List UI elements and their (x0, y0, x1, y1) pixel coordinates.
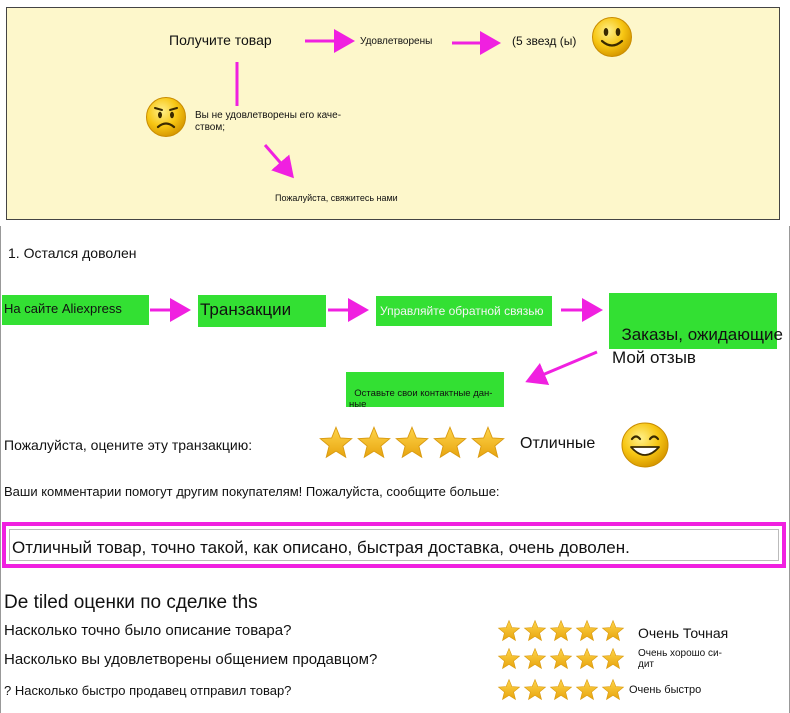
star-icon[interactable] (356, 425, 392, 461)
manage-feedback-label: Управляйте обратной связью (380, 304, 544, 318)
detailed-ratings-heading: De tiled оценки по сделке ths (4, 592, 258, 613)
question-shipping: ? Насколько быстро продавец отправил товар? (4, 683, 292, 698)
aliexpress-label: На сайте Aliexpress (4, 301, 122, 316)
star-icon[interactable] (523, 647, 547, 671)
comment-textarea[interactable] (2, 522, 786, 568)
communication-star-rating[interactable] (497, 647, 625, 671)
comment-text: Отличный товар, точно такой, как описано, быстрая доставка, очень доволен. (12, 538, 630, 557)
description-star-rating[interactable] (497, 619, 625, 643)
star-icon[interactable] (497, 619, 521, 643)
comments-prompt: Ваши комментарии помогут другим покупателям! Пожалуйста, сообщите больше: (4, 484, 500, 499)
star-icon[interactable] (432, 425, 468, 461)
star-icon[interactable] (470, 425, 506, 461)
star-icon[interactable] (575, 619, 599, 643)
awaiting-review-label: Заказы, ожидающие Мой отзыв (612, 325, 783, 367)
star-icon[interactable] (601, 647, 625, 671)
overall-star-rating[interactable] (318, 425, 506, 461)
satisfied-label: Удовлетворены (360, 36, 433, 47)
smiley-grin-icon (620, 421, 670, 469)
communication-rating-label: Очень хорошо си- дит (638, 648, 722, 670)
shipping-star-rating[interactable] (497, 678, 625, 702)
question-communication: Насколько вы удовлетворены общением продавцом? (4, 651, 378, 668)
star-icon[interactable] (523, 619, 547, 643)
contact-us-label: Пожалуйста, свяжитесь нами (275, 193, 398, 203)
star-icon[interactable] (549, 647, 573, 671)
star-icon[interactable] (318, 425, 354, 461)
five-stars-label: (5 звезд (ы) (512, 34, 577, 48)
star-icon[interactable] (497, 678, 521, 702)
leave-contacts-label: Оставьте свои контактные дан- ные (349, 388, 493, 410)
star-icon[interactable] (575, 647, 599, 671)
star-icon[interactable] (497, 647, 521, 671)
transactions-label: Транзакции (200, 300, 292, 319)
description-rating-label: Очень Точная (638, 625, 729, 641)
star-icon[interactable] (549, 678, 573, 702)
star-icon[interactable] (523, 678, 547, 702)
step1-heading: 1. Остался доволен (8, 245, 137, 261)
star-icon[interactable] (601, 619, 625, 643)
shipping-rating-label: Очень быстро (629, 684, 702, 696)
star-icon[interactable] (394, 425, 430, 461)
arrow-icon (528, 352, 597, 381)
star-icon[interactable] (575, 678, 599, 702)
rate-prompt: Пожалуйста, оцените эту транзакцию: (4, 437, 253, 453)
unsatisfied-label: Вы не удовлетворены его каче- ством; (195, 110, 342, 133)
receive-goods-label: Получите товар (169, 32, 272, 48)
question-description: Насколько точно было описание товара? (4, 622, 292, 639)
rating-verdict: Отличные (520, 435, 596, 452)
star-icon[interactable] (601, 678, 625, 702)
star-icon[interactable] (549, 619, 573, 643)
